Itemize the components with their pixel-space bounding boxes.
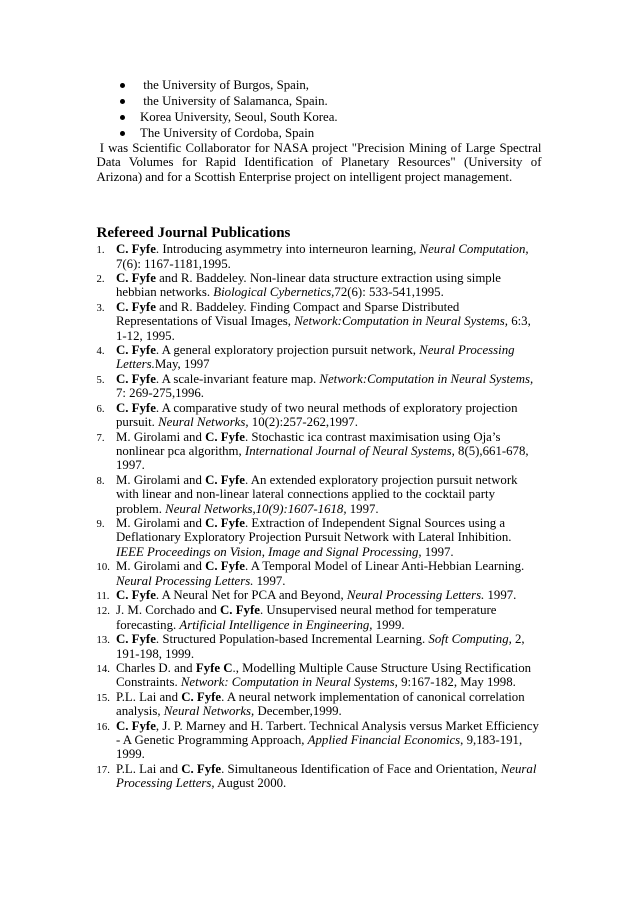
citation-text: 7(6): 1167-1181,1995. [116, 256, 231, 271]
citation-text: J. M. Corchado and [116, 603, 221, 618]
publication-number: 14. [96, 663, 110, 675]
publication-citation [116, 762, 542, 791]
affiliation-text: the University of Burgos, Spain, [140, 78, 310, 92]
publication-item [97, 661, 542, 690]
journal-title: Neural Networks, [163, 704, 255, 719]
publication-citation [116, 661, 542, 690]
journal-title: Network:Computation in Neural Systems, [294, 314, 508, 329]
publication-citation [116, 271, 542, 300]
citation-text: 1997. [253, 573, 286, 588]
citation-text: 6:3, 1-12, 1995. [116, 314, 531, 343]
publication-number: 17. [96, 763, 110, 776]
publication-number: 6. [96, 402, 105, 415]
journal-title: Neural Processing Letters. [116, 343, 515, 372]
citation-text: . A comparative study of two neural methods of exploratory projection pursuit. [116, 400, 518, 430]
citation-text: and R. Baddeley. Finding Compact and Sparse Distributed Representations of Visual Images, [116, 299, 460, 329]
publication-number: 12. [96, 605, 110, 618]
bullet-icon [120, 115, 125, 120]
citation-text: . A Neural Net for PCA and Beyond, [155, 587, 347, 602]
section-heading: Refereed Journal Publications [96, 225, 291, 242]
citation-text: 1997. [484, 587, 517, 602]
citation-text: Charles D. and [116, 661, 196, 675]
author-name: C. Fyfe [220, 603, 260, 618]
publication-item [97, 719, 542, 762]
author-name: C. Fyfe [205, 472, 245, 487]
publication-item [97, 242, 542, 271]
citation-text: . A scale-invariant feature map. [155, 371, 320, 386]
journal-title: Neural Networks, [158, 415, 249, 430]
publication-citation [116, 300, 542, 343]
publication-list [97, 242, 542, 790]
citation-text: 2, 191-198, 1999. [116, 632, 525, 661]
publication-citation [116, 603, 542, 632]
journal-title: Network:Computation in Neural Systems, [319, 371, 534, 386]
citation-text: M. Girolami and [116, 472, 206, 487]
author-name: C. Fyfe [205, 515, 245, 530]
author-name: C. Fyfe [205, 559, 245, 574]
citation-text: P.L. Lai and [116, 689, 182, 704]
publication-item [97, 401, 542, 430]
journal-title: Soft Computing, [428, 632, 512, 647]
affiliation-item [97, 125, 542, 141]
citation-text: M. Girolami and [116, 429, 206, 444]
author-name: C. Fyfe [181, 761, 222, 776]
publication-item [97, 343, 542, 372]
bullet-icon [120, 131, 125, 136]
publication-citation [116, 343, 542, 372]
journal-title: International Journal of Neural Systems, [244, 443, 455, 458]
author-name: C. Fyfe [116, 400, 156, 415]
author-name: C. Fyfe [116, 371, 156, 386]
citation-text: M. Girolami and [116, 515, 206, 530]
publication-number: 8. [96, 474, 105, 487]
affiliation-list [97, 77, 542, 141]
citation-text: December,1999. [254, 704, 342, 719]
publication-number: 5. [96, 373, 105, 386]
affiliation-item [97, 77, 542, 93]
citation-text: . Extraction of Independent Signal Sources using a Deflationary Exploratory Projection Pursuit Network with Lateral Inhibition. [116, 515, 512, 545]
citation-text: . A general exploratory projection pursuit network, [155, 343, 420, 358]
publication-citation [116, 516, 542, 559]
journal-title: Biological Cybernetics, [213, 285, 335, 300]
author-name: Fyfe C [195, 661, 233, 675]
publication-citation [116, 401, 542, 430]
author-name: C. Fyfe [205, 429, 245, 444]
publication-item [97, 372, 542, 401]
citation-text: . Introducing asymmetry into interneuron learning, [155, 242, 420, 257]
citation-text: August 2000. [214, 776, 287, 791]
journal-title: IEEE Proceedings on Vision, Image and Signal Processing, [116, 544, 422, 559]
publication-number: 13. [96, 634, 110, 647]
publication-item [97, 588, 542, 603]
journal-title: Neural Computation, [419, 242, 529, 257]
journal-title: Neural Processing Letters, [116, 761, 537, 791]
citation-text: 7: 269-275,1996. [116, 386, 205, 401]
citation-text: . Stochastic ica contrast maximisation using Oja’s nonlinear pca algorithm, [116, 429, 501, 458]
affiliation-text: the University of Salamanca, Spain. [140, 94, 328, 108]
publication-citation [116, 473, 542, 516]
publication-item [97, 603, 542, 632]
citation-text: . Simultaneous Identification of Face and Orientation, [221, 761, 501, 776]
journal-title: Neural Networks,10(9):1607-1618, [165, 501, 347, 516]
citation-text: 1997. [421, 544, 454, 559]
citation-text: 1999. [372, 617, 405, 632]
citation-text: 8(5),661-678, 1997. [116, 443, 529, 473]
publication-citation [116, 559, 542, 588]
author-name: C. Fyfe [116, 271, 156, 286]
citation-text: May, 1997 [154, 357, 210, 372]
citation-text: ., Modelling Multiple Cause Structure Using Rectification Constraints. [116, 661, 532, 690]
affiliation-item [97, 93, 542, 109]
publication-number: 2. [96, 273, 105, 286]
bullet-icon [120, 83, 125, 88]
publication-item [97, 690, 542, 719]
publication-number: 16. [96, 720, 110, 733]
citation-text: and R. Baddeley. Non-linear data structure extraction using simple hebbian networks. [116, 271, 501, 300]
publication-item [97, 516, 542, 559]
publication-number: 11. [96, 589, 110, 602]
publication-item [97, 632, 542, 661]
publication-citation [116, 632, 542, 661]
citation-text: , J. P. Marney and H. Tarbert. Technical Analysis versus Market Efficiency - A Genetic Programming Approach, [116, 718, 539, 748]
journal-title: Neural Processing Letters. [346, 587, 485, 602]
publication-item [97, 473, 542, 516]
citation-text: 1997. [346, 501, 379, 516]
publication-number: 10. [96, 561, 110, 574]
collaboration-paragraph: I was Scientific Collaborator for NASA project "Precision Mining of Large Spectral Data Volumes for Rapid Identification of Planetary Resources" (University of Arizona) and for a Scottish Enterprise project on intelligent project management. [96, 141, 542, 184]
author-name: C. Fyfe [116, 299, 156, 314]
journal-title: Applied Financial Economics [307, 733, 461, 748]
journal-title: Neural Processing Letters. [116, 573, 254, 588]
author-name: C. Fyfe [116, 242, 156, 257]
citation-text: M. Girolami and [116, 559, 206, 574]
publication-citation [116, 588, 542, 602]
affiliation-text: Korea University, Seoul, South Korea. [140, 110, 338, 124]
citation-text: . Structured Population-based Incremental Learning. [155, 632, 429, 647]
author-name: C. Fyfe [116, 587, 156, 602]
publication-number: 1. [96, 244, 105, 257]
journal-title: Artificial Intelligence in Engineering, [179, 617, 373, 632]
citation-text: 72(6): 533-541,1995. [334, 285, 444, 300]
citation-text: . Unsupervised neural method for temperature forecasting. [116, 603, 497, 632]
publication-item [97, 762, 542, 791]
publication-citation [116, 690, 542, 719]
author-name: C. Fyfe [116, 632, 156, 647]
bullet-icon [120, 99, 125, 104]
citation-text: , 9,183-191, 1999. [116, 733, 523, 762]
citation-text: . A neural network implementation of canonical correlation analysis, [116, 689, 525, 719]
publication-citation [116, 242, 542, 271]
publication-number: 3. [96, 301, 105, 314]
publication-number: 7. [96, 431, 105, 444]
author-name: C. Fyfe [181, 689, 222, 704]
affiliation-text: The University of Cordoba, Spain [140, 126, 315, 140]
citation-text: 9:167-182, May 1998. [397, 675, 516, 690]
publication-item [97, 300, 542, 343]
citation-text: . A Temporal Model of Linear Anti-Hebbian Learning. [244, 559, 525, 574]
affiliation-item [97, 109, 542, 125]
publication-number: 9. [96, 517, 105, 530]
publication-item [97, 271, 542, 300]
journal-title: Network: Computation in Neural Systems, [180, 675, 398, 690]
publication-number: 4. [96, 345, 105, 358]
publication-citation [116, 719, 542, 762]
citation-text: P.L. Lai and [116, 761, 182, 776]
citation-text: 10(2):257-262,1997. [248, 415, 358, 430]
publication-number: 15. [96, 691, 110, 704]
publication-item [97, 430, 542, 473]
publication-item [97, 559, 542, 588]
publication-citation [116, 430, 542, 473]
author-name: C. Fyfe [116, 718, 156, 733]
author-name: C. Fyfe [116, 343, 156, 358]
publication-citation [116, 372, 542, 401]
citation-text: . An extended exploratory projection pursuit network with linear and non-linear lateral connections applied to the cocktail party problem. [116, 472, 518, 516]
